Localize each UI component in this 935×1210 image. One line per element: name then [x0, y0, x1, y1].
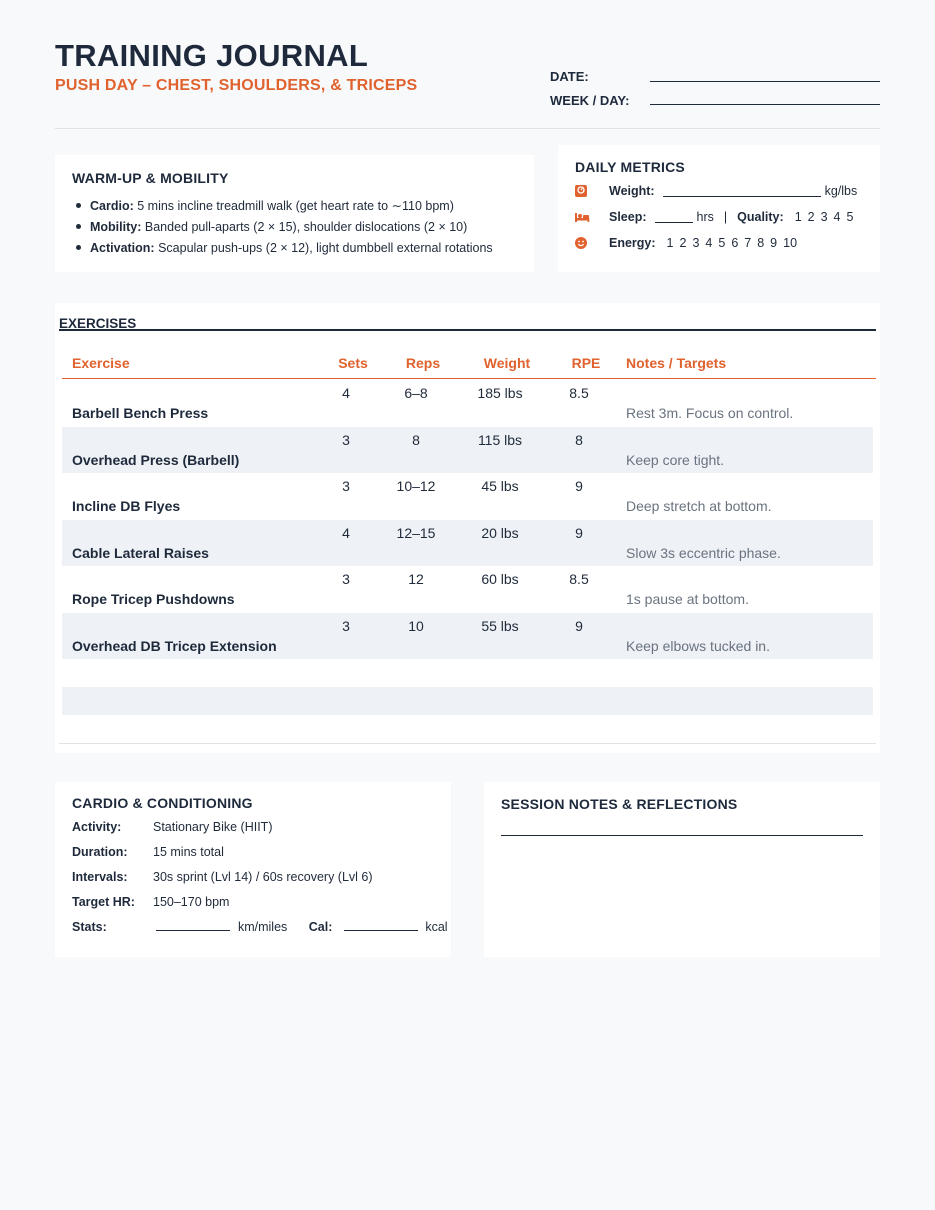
sleep-field[interactable] [655, 211, 693, 223]
exercises-title-rule [59, 329, 876, 331]
stats-label: Stats: [72, 920, 107, 934]
warmup-item-text: Banded pull-aparts (2 × 15), shoulder dislocations (2 × 10) [144, 220, 468, 234]
intervals-row [72, 870, 373, 884]
column-header-exercise: Exercise [72, 355, 130, 371]
quality-option[interactable]: 1 [794, 210, 802, 224]
exercise-name: Cable Lateral Raises [72, 545, 209, 561]
quality-option[interactable]: 3 [820, 210, 828, 224]
weight-unit: kg/lbs [824, 184, 858, 198]
target-hr-row [72, 895, 229, 909]
empty-row[interactable] [62, 687, 873, 715]
distance-unit: km/miles [237, 920, 288, 934]
duration-label: Duration: [72, 845, 128, 859]
exercise-notes: Keep core tight. [626, 452, 725, 468]
quality-option[interactable]: 4 [833, 210, 841, 224]
quality-option[interactable]: 2 [807, 210, 815, 224]
intervals-label: Intervals: [72, 870, 128, 884]
duration-value: 15 mins total [153, 845, 224, 859]
column-header-notes: Notes / Targets [626, 355, 727, 371]
warmup-item-label: Mobility: [90, 220, 142, 234]
sleep-label: Sleep: [609, 210, 647, 224]
sleep-row [574, 208, 859, 226]
duration-row [72, 845, 224, 859]
exercise-rpe: 9 [575, 618, 583, 634]
quality-option[interactable]: 5 [846, 210, 854, 224]
energy-option[interactable]: 4 [705, 236, 713, 250]
session-notes-field[interactable] [501, 835, 863, 836]
exercise-name: Rope Tricep Pushdowns [72, 591, 235, 607]
exercises-bottom-rule [59, 743, 876, 744]
energy-option[interactable]: 7 [744, 236, 752, 250]
energy-label: Energy: [609, 236, 656, 250]
table-row [62, 473, 873, 519]
exercise-rpe: 8.5 [569, 571, 589, 587]
intervals-value: 30s sprint (Lvl 14) / 60s recovery (Lvl 6) [153, 870, 373, 884]
exercise-sets: 4 [342, 385, 350, 401]
session-notes-title: SESSION NOTES & REFLECTIONS [501, 796, 738, 812]
exercise-sets: 3 [342, 478, 350, 494]
exercise-sets: 3 [342, 618, 350, 634]
page-title: TRAINING JOURNAL [55, 38, 369, 73]
exercise-name: Barbell Bench Press [72, 405, 209, 421]
exercise-notes: Slow 3s eccentric phase. [626, 545, 781, 561]
scale-icon [574, 184, 588, 198]
energy-option[interactable]: 3 [692, 236, 700, 250]
table-row [62, 427, 873, 473]
weight-field[interactable] [663, 185, 821, 197]
energy-scale[interactable] [667, 236, 803, 250]
exercise-sets: 4 [342, 525, 350, 541]
sleep-unit: hrs [696, 210, 714, 224]
table-row [62, 613, 873, 659]
energy-option[interactable]: 2 [679, 236, 687, 250]
exercise-rpe: 8 [575, 432, 583, 448]
bullet-icon [76, 203, 81, 208]
activity-row [72, 820, 272, 834]
week-day-label: WEEK / DAY: [550, 93, 630, 108]
cal-field[interactable] [344, 920, 418, 931]
exercise-reps: 8 [412, 432, 420, 448]
exercise-notes: Deep stretch at bottom. [626, 498, 772, 514]
warmup-card [55, 155, 534, 272]
exercise-weight: 115 lbs [477, 432, 523, 448]
activity-value: Stationary Bike (HIIT) [153, 820, 273, 834]
energy-option[interactable]: 10 [783, 236, 798, 250]
exercise-rpe: 9 [575, 478, 583, 494]
cal-label: Cal: [308, 920, 333, 934]
exercise-weight: 60 lbs [481, 571, 519, 587]
column-header-sets: Sets [338, 355, 368, 371]
date-field[interactable] [650, 81, 880, 82]
list-item [72, 239, 493, 260]
warmup-title: WARM-UP & MOBILITY [72, 170, 229, 186]
energy-option[interactable]: 9 [770, 236, 778, 250]
exercise-sets: 3 [342, 432, 350, 448]
column-header-weight: Weight [483, 355, 531, 371]
table-row [62, 566, 873, 612]
session-notes-card [484, 782, 880, 957]
energy-row [574, 234, 803, 252]
separator: | [723, 210, 728, 224]
warmup-list [72, 197, 493, 260]
warmup-item-label: Cardio: [90, 199, 134, 213]
exercise-weight: 20 lbs [481, 525, 519, 541]
exercise-weight: 55 lbs [481, 618, 519, 634]
page-header [55, 38, 880, 129]
daily-metrics-card [558, 145, 880, 272]
quality-label: Quality: [737, 210, 784, 224]
exercise-name: Overhead Press (Barbell) [72, 452, 240, 468]
bed-icon [574, 210, 588, 224]
energy-option[interactable]: 8 [757, 236, 765, 250]
cardio-title: CARDIO & CONDITIONING [72, 795, 253, 811]
exercise-notes: Keep elbows tucked in. [626, 638, 770, 654]
target-hr-label: Target HR: [72, 895, 135, 909]
column-header-reps: Reps [405, 355, 441, 371]
exercise-weight: 45 lbs [481, 478, 519, 494]
exercise-sets: 3 [342, 571, 350, 587]
target-hr-value: 150–170 bpm [153, 895, 230, 909]
exercise-notes: Rest 3m. Focus on control. [626, 405, 794, 421]
exercises-title: EXERCISES [59, 316, 137, 331]
weight-row [574, 182, 857, 200]
distance-field[interactable] [156, 920, 230, 931]
exercise-name: Overhead DB Tricep Extension [72, 638, 277, 654]
exercise-rpe: 8.5 [569, 385, 589, 401]
exercise-rpe: 9 [575, 525, 583, 541]
cal-unit: kcal [425, 920, 448, 934]
weight-label: Weight: [609, 184, 655, 198]
energy-option[interactable]: 6 [731, 236, 739, 250]
table-row [62, 520, 873, 566]
warmup-item-label: Activation: [90, 241, 155, 255]
exercise-weight: 185 lbs [477, 385, 523, 401]
exercises-card [55, 303, 880, 753]
bullet-icon [76, 224, 81, 229]
warmup-item-text: Scapular push-ups (2 × 12), light dumbbell external rotations [158, 241, 493, 255]
week-day-field[interactable] [650, 104, 880, 105]
column-header-rpe: RPE [571, 355, 601, 371]
quality-scale[interactable] [795, 210, 860, 224]
exercise-notes: 1s pause at bottom. [626, 591, 749, 607]
energy-option[interactable]: 1 [666, 236, 674, 250]
exercise-reps: 10–12 [396, 478, 436, 494]
exercise-reps: 12 [408, 571, 424, 587]
page-subtitle: PUSH DAY – CHEST, SHOULDERS, & TRICEPS [55, 77, 418, 94]
activity-label: Activity: [72, 820, 122, 834]
exercise-name: Incline DB Flyes [72, 498, 181, 514]
date-label: DATE: [550, 69, 589, 84]
exercise-reps: 12–15 [396, 525, 436, 541]
metrics-title: DAILY METRICS [575, 159, 685, 175]
list-item [72, 197, 493, 218]
exercise-reps: 10 [408, 618, 424, 634]
list-item [72, 218, 493, 239]
table-header [62, 355, 876, 379]
table-row [62, 380, 873, 426]
cardio-card [55, 782, 451, 957]
exercise-reps: 6–8 [404, 385, 428, 401]
warmup-item-text: 5 mins incline treadmill walk (get heart rate to ∼110 bpm) [137, 199, 454, 213]
stats-row [72, 920, 448, 934]
energy-option[interactable]: 5 [718, 236, 726, 250]
smiley-icon [574, 236, 588, 250]
bullet-icon [76, 245, 81, 250]
